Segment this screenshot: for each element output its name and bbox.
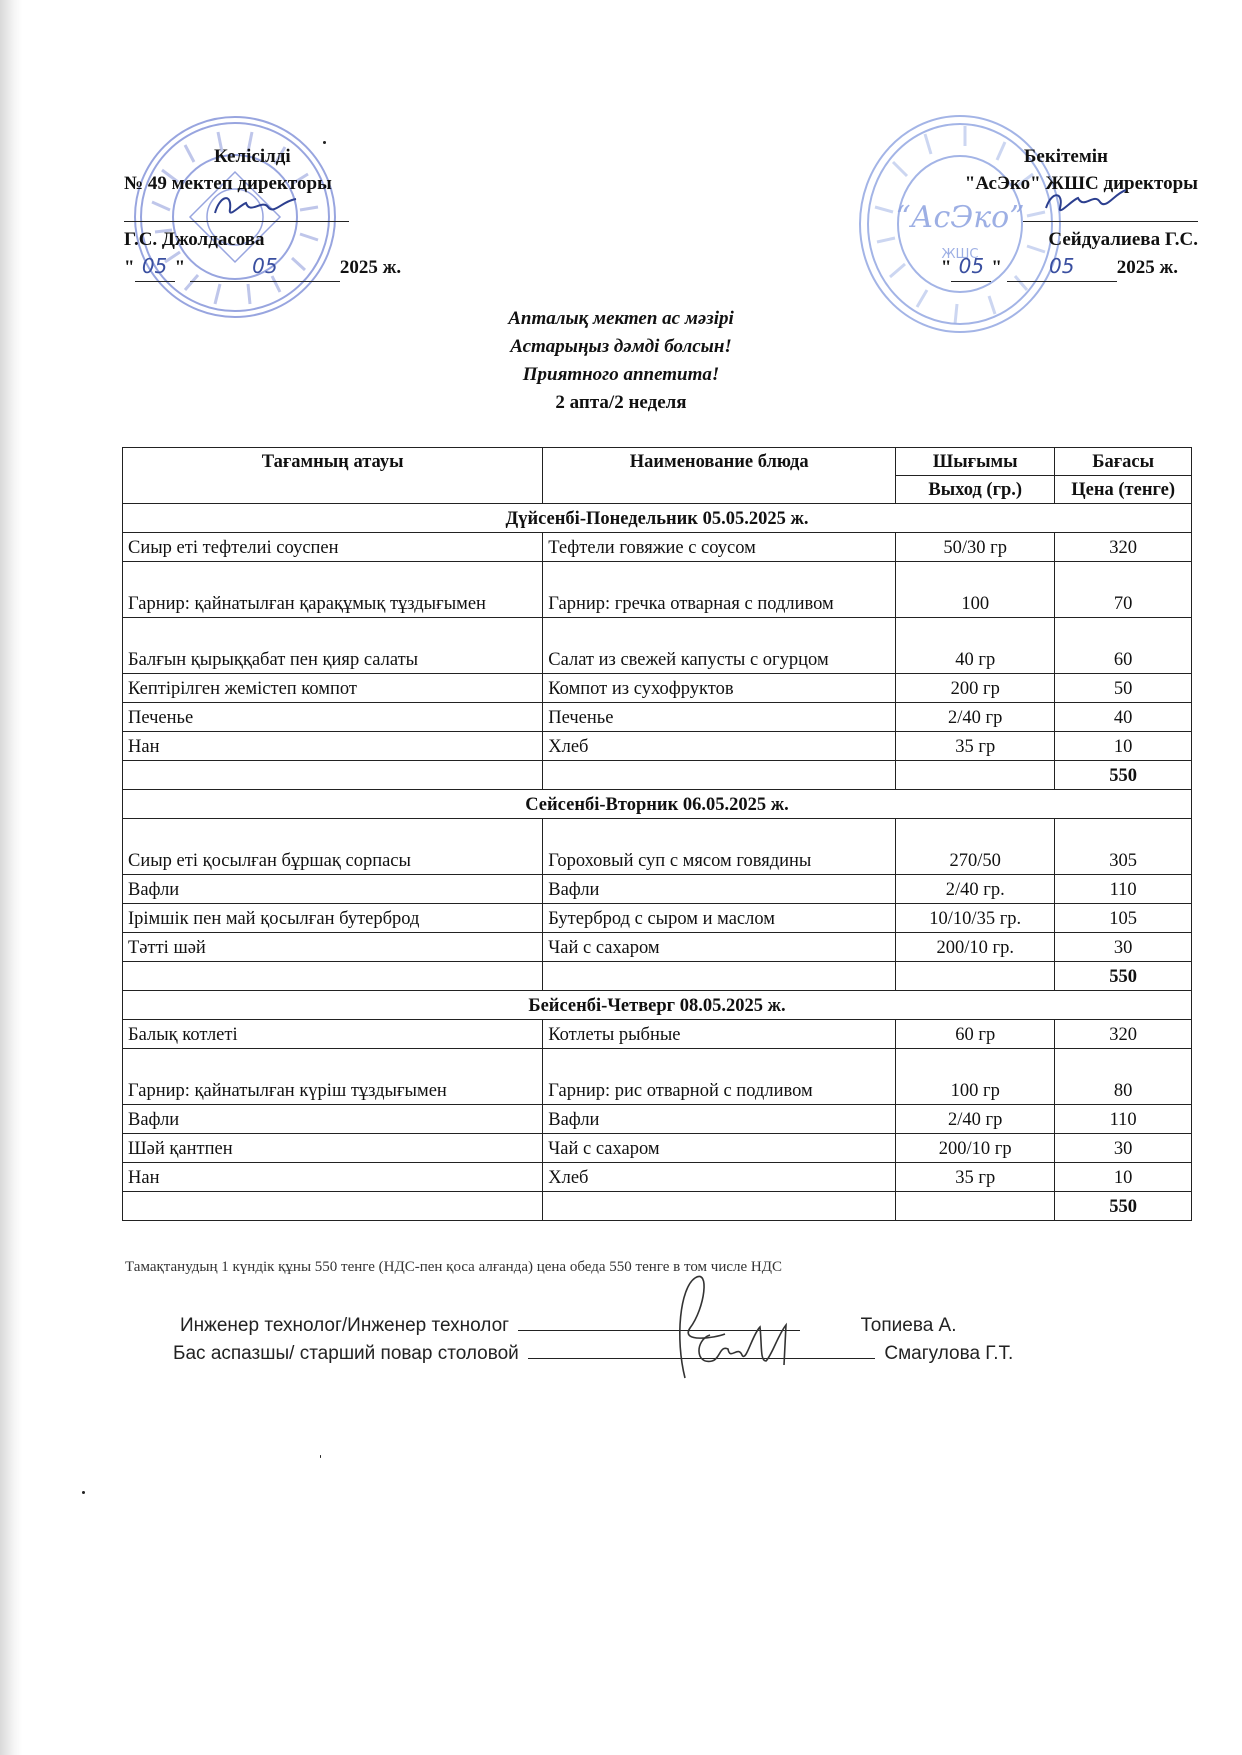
tech-name: Топиева А. [860,1315,957,1336]
date-day: 05 [958,254,985,278]
dish-price: 320 [1055,533,1192,562]
table-row [123,533,1192,562]
day-heading: Дүйсенбі-Понедельник 05.05.2025 ж. [123,504,1192,533]
week-label: 2 апта/2 неделя [555,392,687,413]
dish-yield: 35 гр [896,1163,1055,1192]
table-row [123,618,1192,674]
document-titles [0,305,1242,417]
dish-yield: 2/40 гр [896,1105,1055,1134]
dish-price: 30 [1055,933,1192,962]
dish-name-kz: Кептірілген жемістеп компот [123,674,543,703]
company-director-signature [1038,182,1128,222]
dish-name-kz: Балық котлеті [123,1020,543,1049]
dish-name-ru: Печенье [543,703,896,732]
chef-name: Смагулова Г.Т. [884,1343,1014,1364]
approval-date: " 05 " 05 2025 ж. [878,253,1178,282]
scan-edge-shadow [0,0,22,1755]
chef-role: Бас аспазшы/ старший повар столовой [173,1343,519,1364]
dish-name-kz: Гарнир: қайнатылған қарақұмық тұздығымен [123,562,543,618]
dish-yield: 200/10 гр. [896,933,1055,962]
table-row [123,904,1192,933]
dish-name-ru: Вафли [543,1105,896,1134]
approval-heading: Бекітемін [1023,146,1108,167]
dish-name-ru: Хлеб [543,1163,896,1192]
dish-price: 50 [1055,674,1192,703]
approval-name: Г.С. Джолдасова [124,229,265,250]
dish-name-ru: Салат из свежей капусты с огурцом [543,618,896,674]
dish-price: 10 [1055,732,1192,761]
chef-signature [690,1315,810,1375]
scan-speck [323,141,326,144]
tech-signature-row [180,1312,957,1337]
table-row [123,674,1192,703]
table-row [123,732,1192,761]
dish-name-kz: Шәй қантпен [123,1134,543,1163]
chef-signature-row [173,1340,1013,1365]
table-row [123,1134,1192,1163]
dish-price: 10 [1055,1163,1192,1192]
day-heading: Бейсенбі-Четверг 08.05.2025 ж. [123,991,1192,1020]
date-month: 05 [1048,254,1075,278]
dish-name-ru: Гороховый суп с мясом говядины [543,819,896,875]
dish-yield: 100 гр [896,1049,1055,1105]
dish-name-ru: Гарнир: рис отварной с подливом [543,1049,896,1105]
header-name-ru: Наименование блюда [543,448,896,504]
dish-price: 105 [1055,904,1192,933]
dish-name-kz: Печенье [123,703,543,732]
table-row [123,933,1192,962]
table-row [123,1163,1192,1192]
total-row [123,761,1192,790]
dish-name-kz: Гарнир: қайнатылған күріш тұздығымен [123,1049,543,1105]
dish-name-kz: Вафли [123,875,543,904]
greeting-kz: Астарыңыз дәмді болсын! [510,336,732,357]
dish-yield: 2/40 гр. [896,875,1055,904]
date-month: 05 [252,254,278,278]
dish-yield: 35 гр [896,732,1055,761]
menu-table [122,447,1192,1221]
dish-price: 110 [1055,1105,1192,1134]
dish-name-ru: Чай с сахаром [543,1134,896,1163]
dish-price: 80 [1055,1049,1192,1105]
approval-heading: Келісілді [214,146,291,167]
dish-name-ru: Котлеты рыбные [543,1020,896,1049]
dish-name-kz: Сиыр еті қосылған бұршақ сорпасы [123,819,543,875]
header-price-ru: Цена (тенге) [1055,476,1192,504]
table-row [123,1049,1192,1105]
dish-price: 110 [1055,875,1192,904]
dish-name-kz: Тәтті шәй [123,933,543,962]
dish-name-kz: Ірімшік пен май қосылған бутерброд [123,904,543,933]
director-signature [210,185,300,225]
day-total: 550 [1055,962,1192,991]
svg-text:“АсЭко”: “АсЭко” [895,200,1025,235]
dish-name-ru: Хлеб [543,732,896,761]
table-row [123,1020,1192,1049]
dish-yield: 270/50 [896,819,1055,875]
dish-name-ru: Чай с сахаром [543,933,896,962]
approval-position: № 49 мектеп директоры [124,173,332,194]
dish-name-kz: Сиыр еті тефтелиі соуспен [123,533,543,562]
greeting-ru: Приятного аппетита! [522,364,720,385]
dish-yield: 60 гр [896,1020,1055,1049]
table-row [123,819,1192,875]
total-row [123,1192,1192,1221]
date-day: 05 [141,254,168,278]
dish-price: 40 [1055,703,1192,732]
approval-name: Сейдуалиева Г.С. [1048,229,1198,250]
header-price-kz: Бағасы [1055,448,1192,476]
date-year: 2025 ж. [339,257,402,278]
dish-yield: 100 [896,562,1055,618]
dish-name-kz: Балғын қырыққабат пен қияр салаты [123,618,543,674]
dish-price: 70 [1055,562,1192,618]
day-total: 550 [1055,1192,1192,1221]
table-row [123,875,1192,904]
dish-yield: 2/40 гр [896,703,1055,732]
dish-name-ru: Компот из сухофруктов [543,674,896,703]
tech-role: Инженер технолог/Инженер технолог [180,1315,510,1336]
table-row [123,562,1192,618]
dish-yield: 200 гр [896,674,1055,703]
total-row [123,962,1192,991]
dish-price: 60 [1055,618,1192,674]
price-note: Тамақтанудың 1 күндік құны 550 тенге (НДС-пен қоса алғанда) цена обеда 550 тенге в том числе НДС [125,1259,782,1275]
dish-name-ru: Гарнир: гречка отварная с подливом [543,562,896,618]
menu-title-kz: Апталық мектеп ас мәзірі [508,308,734,329]
dish-yield: 40 гр [896,618,1055,674]
header-yield-ru: Выход (гр.) [896,476,1055,504]
dish-price: 320 [1055,1020,1192,1049]
day-heading: Сейсенбі-Вторник 06.05.2025 ж. [123,790,1192,819]
approval-date: " 05 " 05 2025 ж. [124,253,424,282]
dish-yield: 50/30 гр [896,533,1055,562]
header-yield-kz: Шығымы [896,448,1055,476]
dish-yield: 200/10 гр [896,1134,1055,1163]
dish-name-kz: Нан [123,1163,543,1192]
scan-speck [320,1455,321,1458]
dish-name-kz: Нан [123,732,543,761]
svg-text:ЖШС: ЖШС [941,247,979,262]
header-name-kz: Тағамның атауы [123,448,543,504]
date-year: 2025 ж. [1116,257,1178,278]
dish-name-ru: Тефтели говяжие с соусом [543,533,896,562]
dish-yield: 10/10/35 гр. [896,904,1055,933]
table-row [123,1105,1192,1134]
table-row [123,703,1192,732]
approval-position: "АсЭко" ЖШС директоры [964,173,1198,194]
dish-name-ru: Бутерброд с сыром и маслом [543,904,896,933]
dish-price: 305 [1055,819,1192,875]
day-total: 550 [1055,761,1192,790]
dish-name-kz: Вафли [123,1105,543,1134]
dish-name-ru: Вафли [543,875,896,904]
scan-speck [82,1491,85,1494]
dish-price: 30 [1055,1134,1192,1163]
